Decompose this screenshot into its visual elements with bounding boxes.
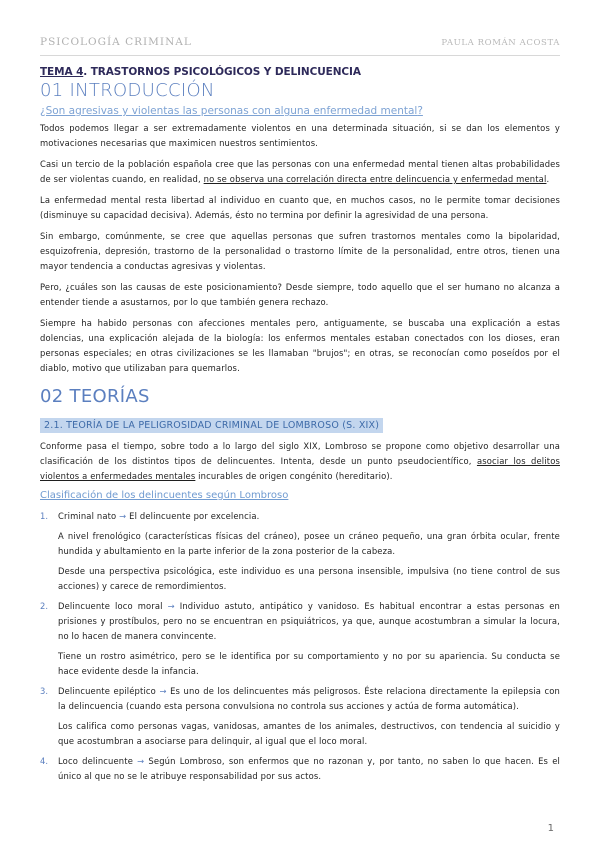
list-item-extra: Tiene un rostro asimétrico, pero se le identifica por su comportamiento y no por su apariencia. Su conducta se hace evidente desde la infancia.	[58, 651, 560, 676]
list-item-extra: A nivel frenológico (características físicas del cráneo), posee un cráneo pequeño, una gran órbita ocular, frente hundida y abultamiento en la parte inferior de la zona posterior de la cabeza.	[58, 531, 560, 556]
list-item-body: El delincuente por excelencia.	[126, 511, 260, 521]
list-item-head: Loco delincuente	[58, 756, 138, 766]
intro-question-text: ¿Son agresivas y violentas las personas con alguna enfermedad mental	[40, 105, 418, 117]
list-item-text	[58, 599, 560, 644]
subsection-heading-lombroso: 2.1. TEORÍA DE LA PELIGROSIDAD CRIMINAL DE LOMBROSO (S. XIX)	[40, 418, 383, 433]
paragraph: Todos podemos llegar a ser extremadamente violentos en una determinada situación, si se dan los elementos y motivaciones necesarias que maximicen nuestros sentimientos.	[40, 123, 560, 148]
header-divider	[40, 55, 560, 56]
list-item	[40, 754, 560, 784]
list-item-number: 1.	[40, 511, 48, 521]
list-item-text	[58, 509, 560, 524]
underlined-text: asociar los delitos violentos a enfermedades mentales	[40, 456, 560, 481]
classification-list	[40, 509, 560, 784]
list-item-body: Según Lombroso, son enfermos que no razonan y, por tanto, no saben lo que hacen. Es el único al que no se le atribuye responsabilidad por sus actos.	[58, 756, 560, 781]
list-item-extra: Los califica como personas vagas, vanidosas, amantes de los animales, destructivos, con tendencia al suicidio y que acostumbran a asociarse para delinquir, al igual que el loco moral.	[58, 721, 560, 746]
list-item	[40, 509, 560, 594]
paragraph-text: Conforme pasa el tiempo, sobre todo a lo largo del siglo XIX, Lombroso se propone como objetivo desarrollar una clasificación de los distintos tipos de delincuentes. Intenta, desde un punto pseudocientífico,	[40, 441, 560, 466]
list-item	[40, 599, 560, 679]
arrow-icon: →	[167, 601, 175, 611]
list-item	[40, 684, 560, 749]
arrow-icon: →	[159, 686, 167, 696]
list-item-head: Criminal nato	[58, 511, 120, 521]
topic-number: TEMA 4	[40, 66, 84, 78]
list-item-text	[58, 754, 560, 784]
list-item-text	[58, 684, 560, 714]
list-item-extra: Desde una perspectiva psicológica, este individuo es una persona insensible, impulsiva (no tiene control de sus acciones) y carece de remordimientos.	[58, 566, 560, 591]
page-number: 1	[547, 823, 554, 834]
list-item-number: 2.	[40, 601, 48, 611]
paragraph: La enfermedad mental resta libertad al individuo en cuanto que, en muchos casos, no le permite tomar decisiones (disminuye su capacidad decisiva). Además, ésto no termina por definir la agresividad de una persona.	[40, 195, 560, 220]
page-content	[40, 63, 560, 789]
intro-question-mark: ?	[417, 105, 423, 117]
paragraph: Pero, ¿cuáles son las causas de este posicionamiento? Desde siempre, todo aquello que el ser humano no alcanza a entender tiende a asustarnos, por lo que también genera rechazo.	[40, 282, 560, 307]
paragraph-text: incurables de origen congénito (hereditario).	[195, 471, 393, 481]
list-item-head: Delincuente loco moral	[58, 601, 168, 611]
list-item-number: 4.	[40, 756, 48, 766]
section-heading-introduction: 01 INTRODUCCIÓN	[40, 80, 215, 101]
running-header-author: PAULA ROMÁN ACOSTA	[441, 38, 560, 48]
paragraph-text: .	[546, 174, 550, 184]
list-item-body: Individuo astuto, antipático y vanidoso. Es habitual encontrar a estas personas en prisiones y prostíbulos, pero no se encuentran en psiquiátricos, ya que, aunque acostumbran a simular la locura, no lo hacen de manera convincente.	[58, 601, 560, 641]
paragraph-text: Casi un tercio de la población española cree que las personas con una enfermedad mental tienen altas probabilidades de ser violentas cuando, en realidad,	[40, 159, 560, 184]
running-header-subject: PSICOLOGÍA CRIMINAL	[40, 36, 192, 48]
topic-name: . TRASTORNOS PSICOLÓGICOS Y DELINCUENCIA	[83, 66, 361, 78]
arrow-icon: →	[119, 511, 127, 521]
paragraph: Siempre ha habido personas con afecciones mentales pero, antiguamente, se buscaba una explicación a estas dolencias, una explicación alejada de la biología: los enfermos mentales estaban conectados con los dioses, eran personas especiales; en otras civilizaciones se les llamaban "brujos"; en otras, se reconocían como poseídos por el diablo, motivo que utilizaban para quemarlos.	[40, 318, 560, 373]
classification-heading: Clasificación de los delincuentes según Lombroso	[40, 490, 289, 501]
paragraph	[40, 439, 560, 484]
topic-title	[40, 66, 560, 78]
paragraph	[40, 157, 560, 187]
list-item-number: 3.	[40, 686, 48, 696]
paragraph: Sin embargo, comúnmente, se cree que aquellas personas que sufren trastornos mentales como la bipolaridad, esquizofrenia, depresión, trastorno de la personalidad o trastorno límite de la personalidad, entre otros, tienen una mayor tendencia a conductas agresivas y violentas.	[40, 231, 560, 271]
arrow-icon: →	[137, 756, 145, 766]
underlined-text: no se observa una correlación directa entre delincuencia y enfermedad mental	[203, 174, 547, 184]
intro-question	[40, 105, 560, 117]
list-item-head: Delincuente epiléptico	[58, 686, 160, 696]
list-item-body: Es uno de los delincuentes más peligrosos. Éste relaciona directamente la epilepsia con la delincuencia (cuando esta persona convulsiona no controla sus acciones y actúa de forma automática).	[58, 686, 560, 711]
section-heading-theories: 02 TEORÍAS	[40, 386, 150, 407]
